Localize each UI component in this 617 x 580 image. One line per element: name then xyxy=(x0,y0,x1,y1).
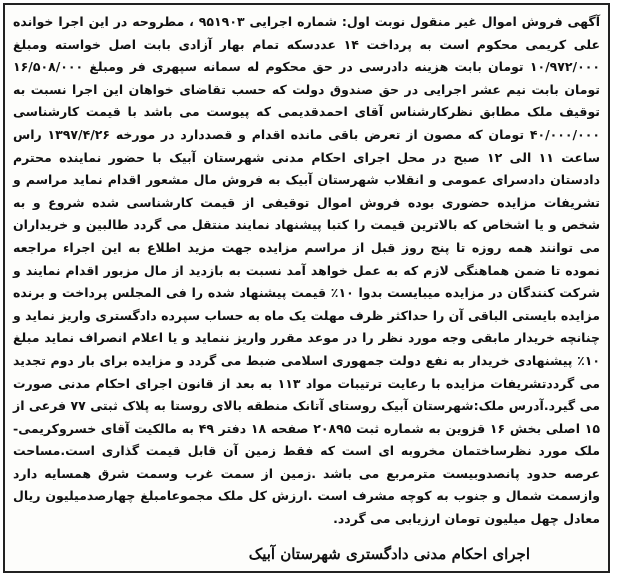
notice-frame xyxy=(3,3,610,573)
notice-text: آگهی فروش اموال غیر منقول نوبت اول: شماره اجرایی ۹۵۱۹۰۳ ، مطروحه در این اجرا خوانده علی کریمی محکوم است به پرداخت ۱۴ عددسکه تمام بهار آزادی بابت اصل خواسته ومبلغ ۱۰/۹۷۲/۰۰۰ تومان بابت هزینه دادرسی در حق محکوم له سمانه سپهری فر ومبلغ ۱۶/۵۰۸/۰۰۰ تومان بابت نیم عشر اجرایی در حق صندوق دولت که حسب تقاضای خواهان این اجرا نسبت به توقیف ملک مطابق نظرکارشناس آقای احمدقدیمی که پیوست می باشد با قیمت کارشناسی ۴۰/۰۰۰/۰۰۰ تومان که مصون از تعرض باقی مانده اقدام و قصددارد در مورخه ۱۳۹۷/۴/۲۶ راس ساعت ۱۱ الی ۱۲ صبح در محل اجرای احکام مدنی شهرستان آبیک با حضور نماینده محترم دادستان دادسرای عمومی و انقلاب شهرستان آبیک به فروش مال مشعور اقدام نماید مراسم و تشریفات مزایده حضوری بوده فروش اموال توقیفی از قیمت کارشناسی شده شروع و به شخص و یا اشخاص که بالاترین قیمت را کتبا پیشنهاد نمایند منتقل می گردد طالبین و خریداران می توانند همه روزه تا پنج روز قبل از مراسم مزایده جهت مزید اطلاع به این اجراء مراجعه نموده تا ضمن هماهنگی لازم که به عمل خواهد آمد نسبت به بازدید از مال مزبور اقدام نمایند و شرکت کنندگان در مزایده میبایست بدوا ۱۰٪ قیمت پیشنهاد شده را فی المجلس پرداخت و برنده مزایده بایستی الباقی آن را حداکثر ظرف مهلت یک ماه به حساب سپرده دادگستری واریز نماید و چنانچه خریدار مابقی وجه مورد نظر را در موعد مقرر واریز ننماید و یا اعلام انصراف نماید مبلغ ۱۰٪ پیشنهادی خریدار به نفع دولت جمهوری اسلامی ضبط می گردد و مزایده برای بار دوم تجدید می گرددتشریفات مزایده با رعایت ترتیبات مواد ۱۱۳ به بعد از قانون اجرای احکام مدنی صورت می گیرد.آدرس ملک:شهرستان آبیک روستای آتانک منطقه بالای روستا به پلاک ثبتی ۷۷ فرعی از ۱۵ اصلی بخش ۱۶ قزوین به شماره ثبت ۲۰۸۹۵ صفحه ۱۸ دفتر ۴۹ به مالکیت آقای خسروکریمی-ملک مورد نظرساختمان مخروبه ای است که فقط زمین آن قابل قیمت گذاری است.مساحت عرصه حدود پانصدوبیست مترمربع می باشد .زمین از سمت غرب وسمت شرق همسایه دارد وازسمت شمال و جنوب به کوچه مشرف است .ارزش کل ملک مجموعامبلغ چهارصدمیلیون ریال معادل چهل میلیون تومان ارزیابی می گردد. xyxy=(13,14,601,527)
notice-signature: اجرای احکام مدنی دادگستری شهرستان آبیک xyxy=(248,545,530,563)
notice-body xyxy=(13,11,600,535)
